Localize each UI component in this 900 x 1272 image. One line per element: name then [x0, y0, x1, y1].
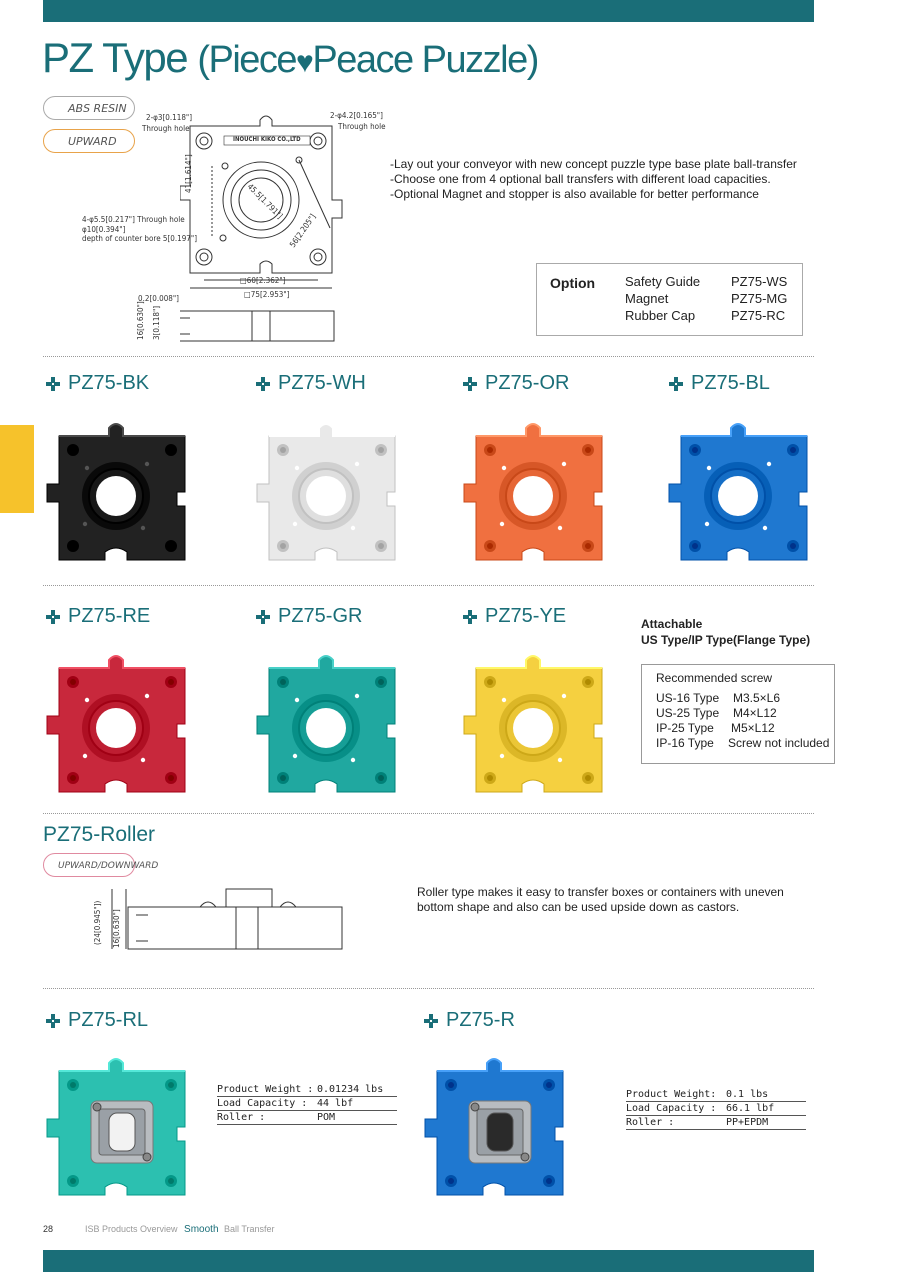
product-name: PZ75-RL — [68, 1009, 149, 1031]
spec-value: 44 lbf — [317, 1098, 354, 1109]
product-label-r — [424, 1009, 515, 1032]
description-line: -Lay out your conveyor with new concept puzzle type base plate ball-transfer — [390, 157, 797, 171]
spec-table-r — [626, 1088, 806, 1130]
option-name: Safety Guide — [625, 274, 701, 289]
divider — [43, 988, 814, 989]
description-line: -Optional Magnet and stopper is also available for better performance — [390, 187, 759, 201]
spec-label: Product Weight : — [217, 1084, 314, 1095]
product-label — [463, 605, 566, 628]
product-label — [256, 605, 362, 628]
product-image — [665, 418, 811, 564]
cross-icon — [256, 377, 270, 391]
product-name: PZ75-R — [446, 1009, 515, 1031]
title-main: PZ Type — [42, 34, 188, 81]
option-code: PZ75-MG — [731, 291, 788, 306]
product-name: PZ75-YE — [485, 605, 567, 627]
option-label: Option — [550, 275, 596, 291]
screw-rows — [642, 691, 834, 751]
dim-hole-side-3: depth of counter bore 5[0.197"] — [82, 234, 198, 243]
roller-description — [417, 885, 784, 915]
spec-label: Load Capacity : — [217, 1098, 308, 1109]
spec-label: Roller : — [626, 1117, 675, 1128]
dim-hole-top-left: 2-φ3[0.118"] — [146, 113, 193, 122]
product-label — [46, 605, 150, 628]
dim-75: □75[2.953"] — [244, 290, 290, 299]
product-image — [253, 650, 399, 796]
cross-icon — [424, 1014, 438, 1028]
product-label — [463, 372, 569, 395]
screw-type: IP-16 Type — [656, 736, 714, 750]
product-name: PZ75-WH — [278, 372, 366, 394]
dim-0-2: 0.2[0.008"] — [138, 294, 179, 303]
screw-value: M5×L12 — [731, 721, 775, 735]
screw-type: US-16 Type — [656, 691, 720, 705]
dim-16: 16[0.630"] — [136, 301, 145, 340]
product-image — [43, 650, 189, 796]
dim-hole-top-left-sub: Through hole — [142, 124, 190, 133]
screw-value: Screw not included — [728, 736, 830, 750]
product-name: PZ75-RE — [68, 605, 151, 627]
footer-text1: ISB Products Overview — [85, 1224, 178, 1234]
dim-hole-top-right: 2-φ4.2[0.165"] — [330, 111, 383, 120]
roller-dim-24: (24[0.945"]) — [93, 900, 102, 945]
dim-60: □60[2.362"] — [240, 276, 286, 285]
option-codes — [731, 273, 787, 324]
product-label-rl — [46, 1009, 148, 1032]
dim-41: 41[1.614"] — [184, 154, 193, 193]
spec-table-rl — [217, 1083, 397, 1125]
spec-value: 66.1 lbf — [726, 1103, 775, 1114]
roller-side-drawing — [108, 885, 348, 955]
cross-icon — [46, 377, 60, 391]
attach-heading — [641, 616, 810, 648]
product-label — [46, 372, 149, 395]
option-box — [536, 263, 803, 336]
screw-box-title: Recommended screw — [656, 671, 773, 685]
spec-value: POM — [317, 1112, 336, 1123]
product-name: PZ75-OR — [485, 372, 570, 394]
attach-line2: US Type/IP Type(Flange Type) — [641, 633, 811, 647]
screw-value: M3.5×L6 — [733, 691, 781, 705]
description-line: -Choose one from 4 optional ball transfers with different load capacities. — [390, 172, 771, 186]
attach-line1: Attachable — [641, 617, 703, 631]
title-sub-close: Peace Puzzle) — [312, 39, 538, 81]
side-tab — [0, 425, 34, 513]
cross-icon — [46, 1014, 60, 1028]
option-code: PZ75-WS — [731, 274, 788, 289]
divider — [43, 585, 814, 586]
cross-icon — [669, 377, 683, 391]
product-label — [256, 372, 366, 395]
footer-text — [85, 1224, 275, 1235]
screw-value: M4×L12 — [733, 706, 777, 720]
spec-label: Load Capacity : — [626, 1103, 717, 1114]
option-code: PZ75-RC — [731, 308, 786, 323]
product-name: PZ75-BL — [691, 372, 770, 394]
page-number: 28 — [43, 1224, 54, 1234]
top-bar — [43, 0, 814, 22]
spec-label: Product Weight: — [626, 1089, 717, 1100]
divider — [43, 356, 814, 357]
roller-desc-line: Roller type makes it easy to transfer boxes or containers with uneven — [417, 885, 784, 899]
option-name: Magnet — [625, 291, 669, 306]
dim-hole-top-right-sub: Through hole — [338, 122, 386, 131]
option-names — [625, 273, 700, 324]
screw-type: IP-25 Type — [656, 721, 714, 735]
roller-desc-line: bottom shape and also can be used upside down as castors. — [417, 900, 740, 914]
spec-value: 0.01234 lbs — [317, 1084, 384, 1095]
dim-3: 3[0.118"] — [152, 305, 161, 340]
spec-value: 0.1 lbs — [726, 1089, 769, 1100]
spec-label: Roller : — [217, 1112, 266, 1123]
product-image-r — [421, 1053, 567, 1199]
direction-tag: UPWARD — [43, 129, 135, 153]
product-image — [253, 418, 399, 564]
technical-drawing — [180, 108, 350, 348]
roller-direction-tag: UPWARD/DOWNWARD — [43, 853, 135, 877]
dim-45-5: 45.5[1.791"] — [245, 182, 285, 221]
cross-icon — [46, 610, 60, 624]
footer-text2: Smooth — [184, 1224, 219, 1235]
spec-value: PP+EPDM — [726, 1117, 769, 1128]
product-label — [669, 372, 770, 395]
product-image — [43, 418, 189, 564]
footer-text3: Ball Transfer — [224, 1224, 275, 1234]
roller-section-title: PZ75-Roller — [43, 823, 156, 846]
product-image — [460, 418, 606, 564]
cross-icon — [463, 610, 477, 624]
material-tag: ABS RESIN — [43, 96, 135, 120]
roller-dim-16: 16[0.630"] — [112, 909, 121, 948]
maker-name: INOUCHI KIKO CO.,LTD — [233, 136, 301, 143]
cross-icon — [256, 610, 270, 624]
screw-type: US-25 Type — [656, 706, 720, 720]
description — [390, 157, 797, 202]
bottom-bar — [43, 1250, 814, 1272]
product-image — [460, 650, 606, 796]
heart-icon: ♥ — [296, 46, 313, 79]
screw-box — [641, 664, 835, 764]
product-name: PZ75-BK — [68, 372, 150, 394]
dim-hole-side-2: φ10[0.394"] — [82, 225, 126, 234]
product-image-rl — [43, 1053, 189, 1199]
dim-hole-side-1: 4-φ5.5[0.217"] Through hole — [82, 215, 185, 224]
product-name: PZ75-GR — [278, 605, 363, 627]
dim-56: 56[2.205"] — [288, 212, 318, 250]
option-name: Rubber Cap — [625, 308, 696, 323]
title-sub-open: (Piece — [197, 39, 297, 81]
cross-icon — [463, 377, 477, 391]
page-title — [42, 34, 538, 82]
divider — [43, 813, 814, 814]
